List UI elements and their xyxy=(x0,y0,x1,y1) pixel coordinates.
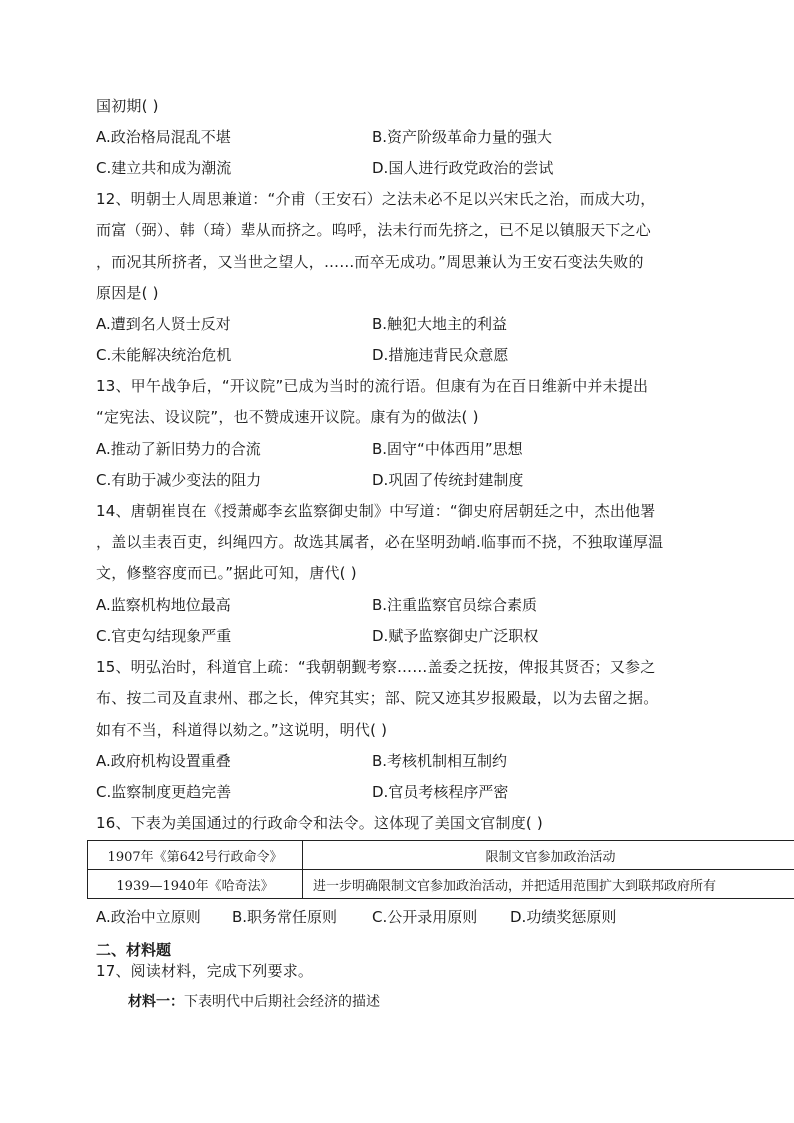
q13-option-d: D.巩固了传统封建制度 xyxy=(372,471,524,489)
q15-option-d: D.官员考核程序严密 xyxy=(372,783,509,801)
q12-option-c: C.未能解决统治危机 xyxy=(96,346,232,364)
q13-option-a: A.推动了新旧势力的合流 xyxy=(96,440,261,458)
q13-line-1: 13、甲午战争后，“开议院”已成为当时的流行语。但康有为在百日维新中并未提出 xyxy=(96,377,649,395)
q16-option-c: C.公开录用原则 xyxy=(372,908,478,926)
q14-option-a: A.监察机构地位最高 xyxy=(96,596,231,614)
q11-option-c: C.建立共和成为潮流 xyxy=(96,159,232,177)
q12-line-1: 12、明朝士人周思兼道：“介甫（王安石）之法未必不足以兴宋氏之治，而成大功， xyxy=(96,190,656,208)
q11-option-a: A.政治格局混乱不堪 xyxy=(96,128,231,146)
q16-option-b: B.职务常任原则 xyxy=(232,908,338,926)
q16-option-d: D.功绩奖惩原则 xyxy=(510,908,617,926)
q13-option-c: C.有助于减少变法的阻力 xyxy=(96,471,262,489)
q15-line-1: 15、明弘治时，科道官上疏：“我朝朝觐考察……盖委之抚按，俾报其贤否；又参之 xyxy=(96,658,656,676)
q16-option-a: A.政治中立原则 xyxy=(96,908,201,926)
q14-option-c: C.官吏勾结现象严重 xyxy=(96,627,232,645)
q14-option-b: B.注重监察官员综合素质 xyxy=(372,596,538,614)
table-cell: 1907年《第642号行政命令》 xyxy=(88,841,303,870)
q14-line-3: 文，修整容度而已。”据此可知，唐代( ) xyxy=(96,564,357,582)
material-text: 下表明代中后期社会经济的描述 xyxy=(184,994,380,1010)
q14-line-2: ，盖以圭表百吏，纠绳四方。故选其属者，必在坚明劲峭.临事而不挠，不独取谨厚温 xyxy=(96,533,664,551)
q12-line-2: 而富（弼）、韩（琦）辈从而挤之。呜呼，法未行而先挤之，已不足以镇服天下之心 xyxy=(96,221,651,239)
q15-option-b: B.考核机制相互制约 xyxy=(372,752,508,770)
q11-option-d: D.国人进行政党政治的尝试 xyxy=(372,159,554,177)
q15-line-3: 如有不当，科道得以劾之。”这说明，明代( ) xyxy=(96,721,388,739)
q16-table xyxy=(87,840,794,899)
q12-line-3: ，而况其所挤者，又当世之望人，……而卒无成功。”周思兼认为王安石变法失败的 xyxy=(96,253,644,271)
q16-line-1: 16、下表为美国通过的行政命令和法令。这体现了美国文官制度( ) xyxy=(96,814,543,832)
material-one xyxy=(128,992,380,1012)
q12-line-4: 原因是( ) xyxy=(96,284,159,302)
q15-option-c: C.监察制度更趋完善 xyxy=(96,783,232,801)
q14-option-d: D.赋予监察御史广泛职权 xyxy=(372,627,539,645)
table-cell: 限制文官参加政治活动 xyxy=(303,841,794,870)
q12-option-a: A.遭到名人贤士反对 xyxy=(96,315,231,333)
q13-line-2: “定宪法、设议院”，也不赞成速开议院。康有为的做法( ) xyxy=(96,408,479,426)
q11-option-b: B.资产阶级革命力量的强大 xyxy=(372,128,553,146)
material-label: 材料一： xyxy=(128,994,184,1010)
q15-option-a: A.政府机构设置重叠 xyxy=(96,752,231,770)
q15-line-2: 布、按二司及直隶州、郡之长，俾究其实；部、院又迹其岁报殿最，以为去留之据。 xyxy=(96,689,659,707)
table-cell: 1939—1940年《哈奇法》 xyxy=(88,870,303,899)
table-row xyxy=(88,870,794,899)
q11-continuation: 国初期( ) xyxy=(96,97,159,115)
q12-option-d: D.措施违背民众意愿 xyxy=(372,346,509,364)
q13-option-b: B.固守“中体西用”思想 xyxy=(372,440,523,458)
table-cell: 进一步明确限制文官参加政治活动，并把适用范围扩大到联邦政府所有 xyxy=(303,870,794,899)
table-row xyxy=(88,841,794,870)
section-title: 二、材料题 xyxy=(96,941,172,959)
q17-line-1: 17、阅读材料，完成下列要求。 xyxy=(96,962,314,980)
q14-line-1: 14、唐朝崔峎在《授萧郕李玄监察御史制》中写道：“御史府居朝廷之中，杰出他署 xyxy=(96,502,656,520)
q12-option-b: B.触犯大地主的利益 xyxy=(372,315,508,333)
